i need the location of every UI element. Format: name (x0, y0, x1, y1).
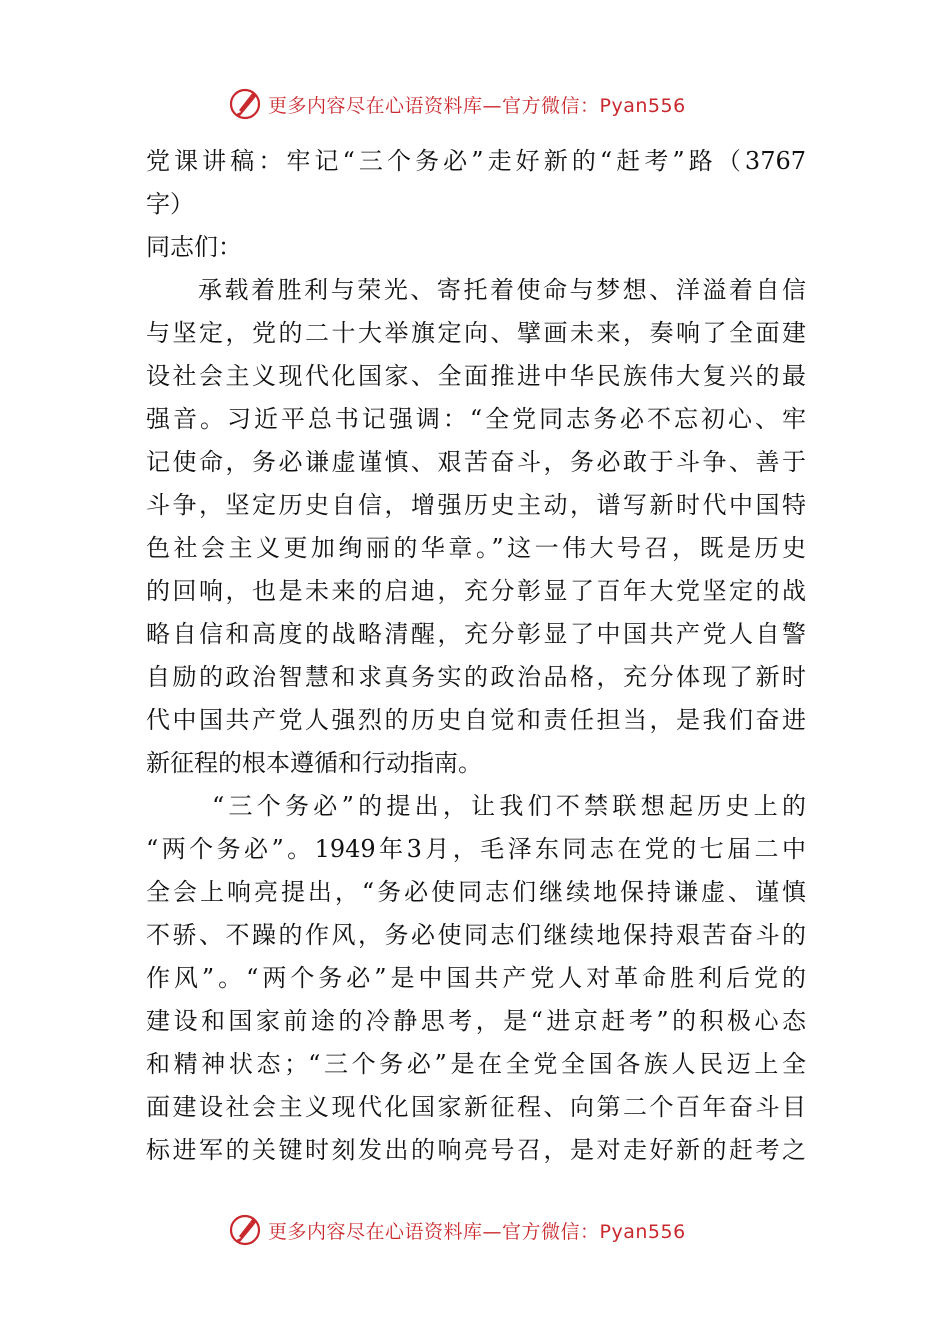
paragraph-line: 新征程的根本遵循和行动指南。 (146, 749, 482, 777)
watermark-text: 更多内容尽在心语资料库—官方微信：Pyan556 (268, 1220, 686, 1243)
paragraph-line: 面建设社会主义现代化国家新征程、向第二个百年奋斗目 (146, 1093, 806, 1121)
pen-logo-icon (228, 87, 262, 121)
paragraph-line: 全会上响亮提出，“务必使同志们继续地保持谦虚、谨慎 (146, 878, 806, 906)
paragraph-line: 和精神状态；“三个务必”是在全党全国各族人民迈上全 (146, 1050, 806, 1078)
watermark-footer (228, 1210, 686, 1250)
title-line: 字） (146, 190, 194, 218)
document-body (146, 140, 806, 1172)
paragraph-line: 自励的政治智慧和求真务实的政治品格，充分体现了新时 (146, 663, 806, 691)
paragraph-line: 设社会主义现代化国家、全面推进中华民族伟大复兴的最 (146, 362, 806, 390)
paragraph-line: 斗争，坚定历史自信，增强历史主动，谱写新时代中国特 (146, 491, 806, 519)
paragraph-line: 的回响，也是未来的启迪，充分彰显了百年大党坚定的战 (146, 577, 806, 605)
paragraph-line: “两个务必”。1949年3月，毛泽东同志在党的七届二中 (146, 835, 806, 863)
title-line: 党课讲稿：牢记“三个务必”走好新的“赶考”路（3767 (146, 147, 806, 175)
paragraph-line: 与坚定，党的二十大举旗定向、擘画未来，奏响了全面建 (146, 319, 806, 347)
watermark-text: 更多内容尽在心语资料库—官方微信：Pyan556 (268, 94, 686, 117)
salutation: 同志们： (146, 233, 242, 261)
paragraph-line: “三个务必”的提出，让我们不禁联想起历史上的 (212, 792, 806, 820)
paragraph-line: 不骄、不躁的作风，务必使同志们继续地保持艰苦奋斗的 (146, 921, 806, 949)
watermark-header (228, 84, 686, 124)
paragraph-2 (146, 785, 806, 1172)
pen-logo-icon (228, 1213, 262, 1247)
paragraph-line: 记使命，务必谦虚谨慎、艰苦奋斗，务必敢于斗争、善于 (146, 448, 806, 476)
paragraph-line: 略自信和高度的战略清醒，充分彰显了中国共产党人自警 (146, 620, 806, 648)
paragraph-line: 标进军的关键时刻发出的响亮号召，是对走好新的赶考之 (146, 1136, 806, 1164)
paragraph-line: 强音。习近平总书记强调：“全党同志务必不忘初心、牢 (146, 405, 806, 433)
paragraph-1 (146, 269, 806, 785)
document-title (146, 140, 806, 226)
paragraph-line: 承载着胜利与荣光、寄托着使命与梦想、洋溢着自信 (198, 276, 806, 304)
paragraph-line: 作风”。“两个务必”是中国共产党人对革命胜利后党的 (146, 964, 806, 992)
paragraph-line: 建设和国家前途的冷静思考，是“进京赶考”的积极心态 (146, 1007, 806, 1035)
paragraph-line: 色社会主义更加绚丽的华章。”这一伟大号召，既是历史 (146, 534, 806, 562)
paragraph-line: 代中国共产党人强烈的历史自觉和责任担当，是我们奋进 (146, 706, 806, 734)
